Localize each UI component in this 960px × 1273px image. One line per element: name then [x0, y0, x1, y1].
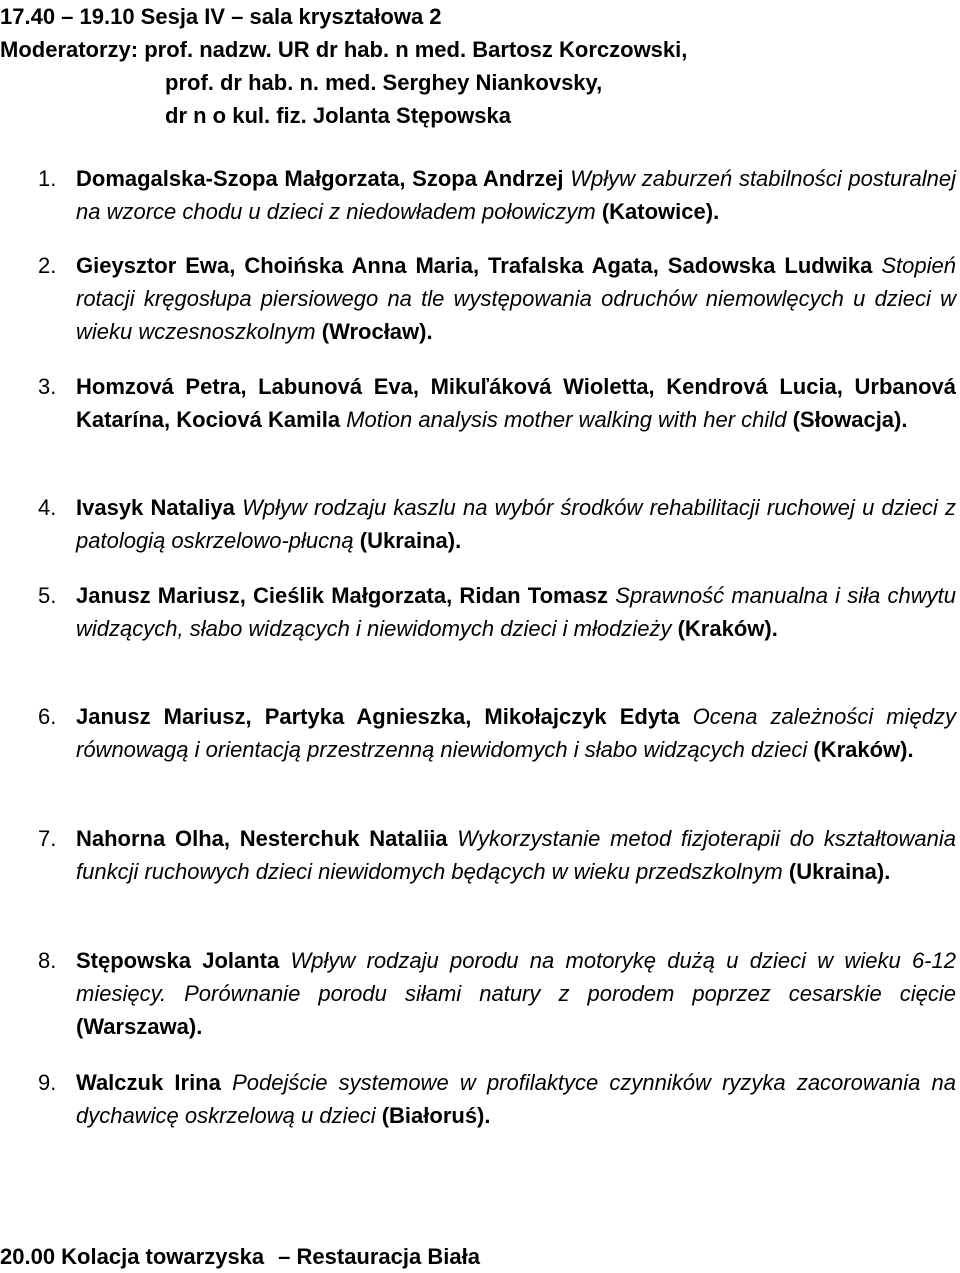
item-authors: Janusz Mariusz, Partyka Agnieszka, Mikołajczyk Edyta — [76, 704, 680, 729]
item-title: Sprawność manualna i siła chwytu widzących, słabo widzących i niewidomych dzieci i młodzieży — [76, 583, 956, 641]
moderators-line: prof. dr hab. n. med. Serghey Niankovsky, — [165, 70, 603, 95]
item-title: Wpływ rodzaju kaszlu na wybór środków rehabilitacji ruchowej u dzieci z patologią oskrzelowo-płucną — [76, 495, 956, 553]
item-place: (Kraków). — [813, 737, 914, 762]
item-authors: Nahorna Olha, Nesterchuk Nataliia — [76, 826, 448, 851]
item-number: 5. — [38, 583, 57, 608]
item-authors: Walczuk Irina — [76, 1070, 221, 1095]
item-authors: Domagalska-Szopa Małgorzata, Szopa Andrzej — [76, 166, 564, 191]
item-place: (Białoruś). — [381, 1103, 491, 1128]
item-body — [76, 822, 956, 888]
item-number: 7. — [38, 826, 57, 851]
item-title: Podejście systemowe w profilaktyce czynników ryzyka zacorowania na dychawicę oskrzelową u dzieci — [76, 1070, 956, 1128]
item-number: 3. — [38, 374, 57, 399]
item-authors: Stępowska Jolanta — [76, 948, 280, 973]
item-place: (Ukraina). — [359, 528, 462, 553]
item-body — [76, 162, 956, 228]
item-place: (Katowice). — [601, 199, 720, 224]
item-place: (Kraków). — [677, 616, 778, 641]
item-title: Ocena zależności między równowagą i orientacją przestrzenną niewidomych i słabo widzących dzieci — [76, 704, 956, 762]
session-title: 17.40 – 19.10 Sesja IV – sala kryształowa 2 — [0, 4, 442, 29]
item-authors: Gieysztor Ewa, Choińska Anna Maria, Trafalska Agata, Sadowska Ludwika — [76, 253, 873, 278]
item-body — [76, 1066, 956, 1132]
item-authors: Homzová Petra, Labunová Eva, Mikuľáková Wioletta, Kendrová Lucia, Urbanová Katarína, Kociová Kamila — [76, 374, 956, 432]
item-authors: Ivasyk Nataliya — [76, 495, 235, 520]
item-number: 2. — [38, 253, 57, 278]
item-title: Wpływ rodzaju porodu na motorykę dużą u dzieci w wieku 6-12 miesięcy. Porównanie porodu siłami natury z porodem poprzez cesarskie cięcie — [76, 948, 956, 1006]
item-body — [76, 491, 956, 557]
item-number: 8. — [38, 948, 57, 973]
item-title: Stopień rotacji kręgosłupa piersiowego na tle występowania odruchów niemowlęcych u dzieci w wieku wczesnoszkolnym — [76, 253, 956, 344]
item-title: Motion analysis mother walking with her child — [346, 407, 787, 432]
item-body — [76, 944, 956, 1043]
item-number: 4. — [38, 495, 57, 520]
item-number: 9. — [38, 1070, 57, 1095]
footer-event — [0, 1240, 480, 1273]
item-number: 1. — [38, 166, 57, 191]
item-body — [76, 370, 956, 436]
item-place: (Słowacja). — [792, 407, 908, 432]
item-place: (Ukraina). — [788, 859, 891, 884]
item-number: 6. — [38, 704, 57, 729]
footer-time-label: 20.00 Kolacja towarzyska — [0, 1244, 265, 1269]
moderators-line: dr n o kul. fiz. Jolanta Stępowska — [165, 103, 511, 128]
item-body — [76, 579, 956, 645]
moderators-line: Moderatorzy: prof. nadzw. UR dr hab. n med. Bartosz Korczowski, — [0, 37, 688, 62]
item-place: (Wrocław). — [321, 319, 433, 344]
footer-venue: – Restauracja Biała — [278, 1244, 480, 1269]
session-header — [0, 0, 960, 132]
item-authors: Janusz Mariusz, Cieślik Małgorzata, Ridan Tomasz — [76, 583, 609, 608]
item-title: Wpływ zaburzeń stabilności posturalnej na wzorce chodu u dzieci z niedowładem połowiczym — [76, 166, 956, 224]
item-title: Wykorzystanie metod fizjoterapii do kształtowania funkcji ruchowych dzieci niewidomych będących w wieku przedszkolnym — [76, 826, 956, 884]
item-body — [76, 249, 956, 348]
item-place: (Warszawa). — [76, 1014, 203, 1039]
item-body — [76, 700, 956, 766]
